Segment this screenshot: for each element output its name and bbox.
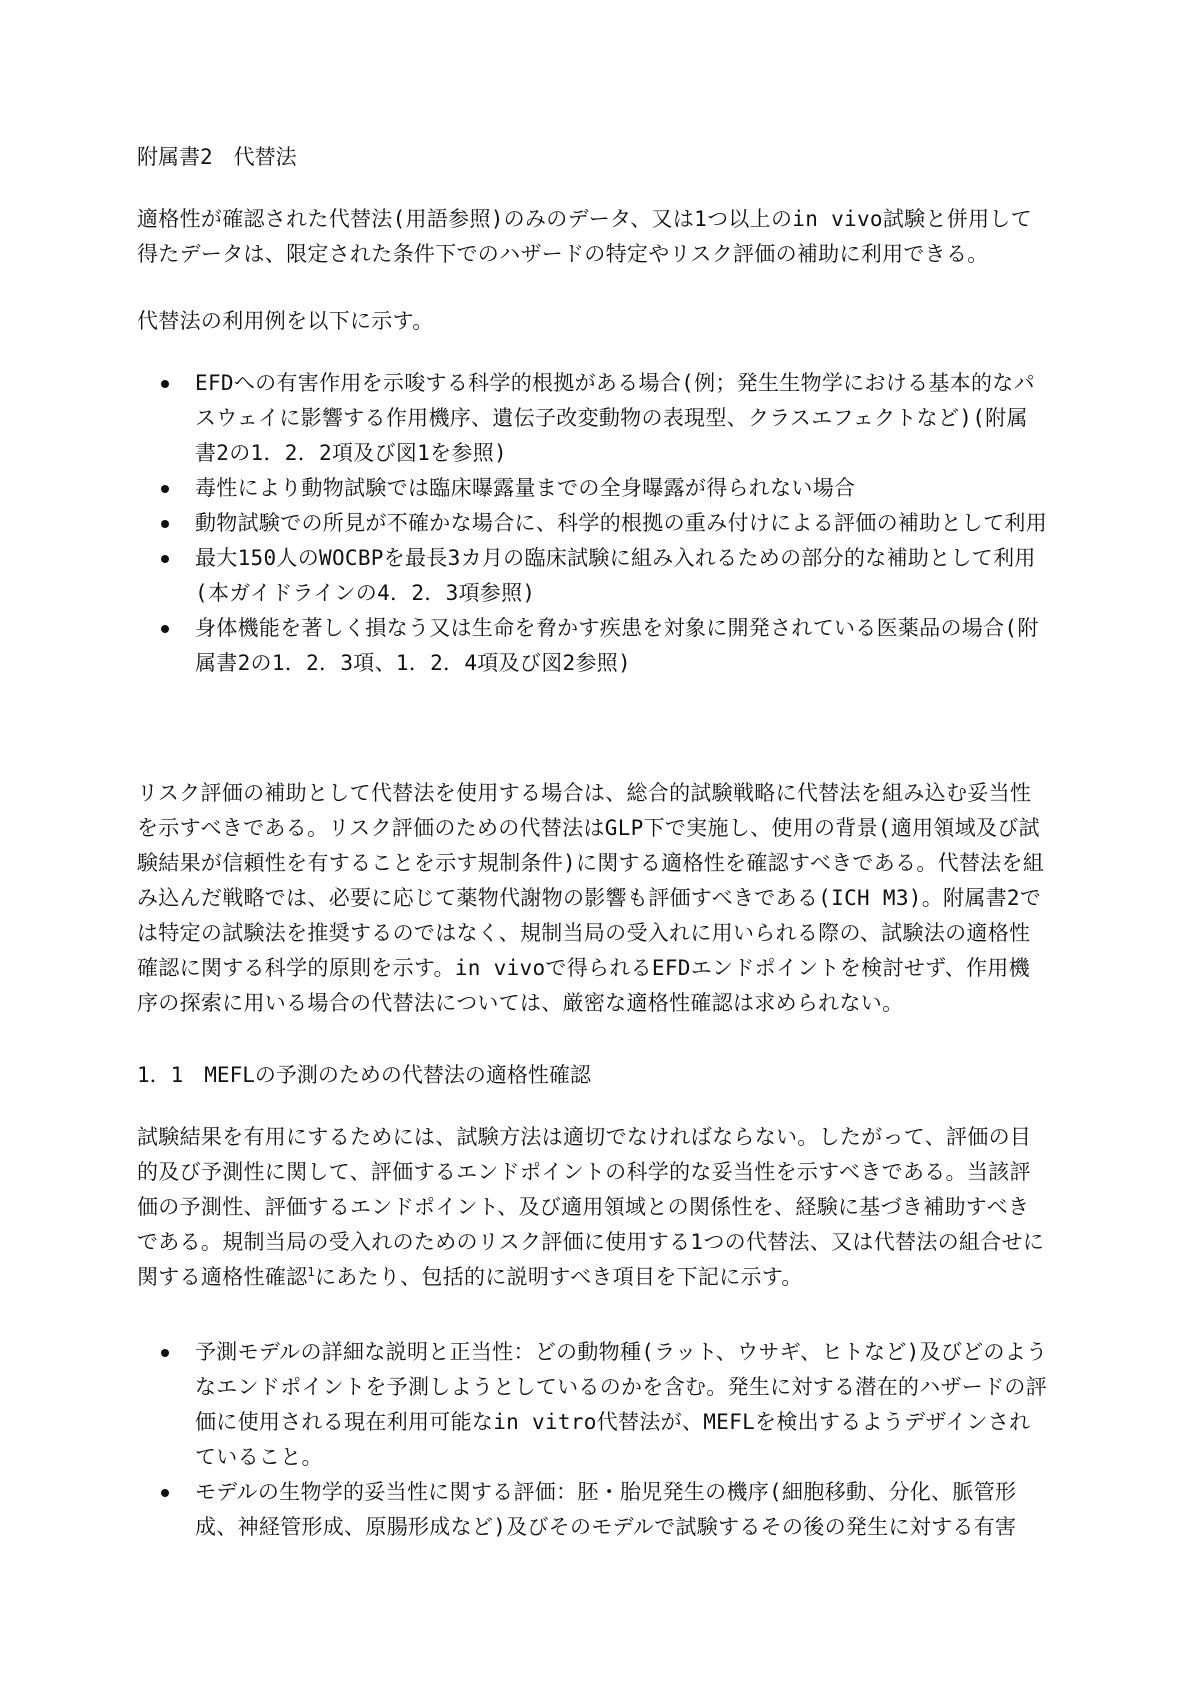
bullet-icon [161, 625, 169, 633]
usage-examples-list [137, 366, 1049, 681]
list-item-text: 予測モデルの詳細な説明と正当性：どの動物種(ラット、ウサギ、ヒトなど)及びどのようなエンドポイントを予測しようとしているのかを含む。発生に対する潜在的ハザードの評価に使用される現在利用可能なin vitro代替法が、MEFLを検出するようデザインされていること。 [195, 1340, 1048, 1469]
list-item [137, 541, 1049, 611]
list-item [137, 366, 1049, 471]
intro-paragraph: 適格性が確認された代替法(用語参照)のみのデータ、又は1つ以上のin vivo試験と併用して得たデータは、限定された条件下でのハザードの特定やリスク評価の補助に利用できる。 [137, 207, 1032, 266]
list-item [137, 1335, 1049, 1475]
bullet-icon [161, 485, 169, 493]
bullet-icon [161, 555, 169, 563]
list-item-text: 身体機能を著しく損なう又は生命を脅かす疾患を対象に開発されている医薬品の場合(附属書2の1．2．3項、1．2．4項及び図2参照) [195, 616, 1039, 675]
examples-intro: 代替法の利用例を以下に示す。 [137, 309, 434, 333]
section-heading: 1．1 MEFLの予測のための代替法の適格性確認 [137, 1063, 591, 1087]
section-paragraph-text-cont: にあたり、包括的に説明すべき項目を下記に示す。 [314, 1265, 803, 1289]
list-item [137, 1475, 1049, 1545]
qualification-items-list [137, 1335, 1049, 1545]
risk-paragraph: リスク評価の補助として代替法を使用する場合は、総合的試験戦略に代替法を組み込む妥当性を示すべきである。リスク評価のための代替法はGLP下で実施し、使用の背景(適用領域及び試験結果が信頼性を有することを示す規制条件)に関する適格性を確認すべきである。代替法を組み込んだ戦略では、必要に応じて薬物代謝物の影響も評価すべきである(ICH M3)。附属書2では特定の試験法を推奨するのではなく、規制当局の受入れに用いられる際の、試験法の適格性確認に関する科学的原則を示す。in vivoで得られるEFDエンドポイントを検討せず、作用機序の探索に用いる場合の代替法については、厳密な適格性確認は求められない。 [137, 781, 1045, 1015]
list-item-text: モデルの生物学的妥当性に関する評価：胚・胎児発生の機序(細胞移動、分化、脈管形成、神経管形成、原腸形成など)及びそのモデルで試験するその後の発生に対する有害 [195, 1480, 1017, 1539]
list-item-text: 動物試験での所見が不確かな場合に、科学的根拠の重み付けによる評価の補助として利用 [195, 511, 1047, 535]
bullet-icon [161, 520, 169, 528]
bullet-icon [161, 1349, 169, 1357]
annex-title: 附属書2 代替法 [137, 145, 297, 169]
section-paragraph [137, 1120, 1049, 1295]
footnote-ref: 1 [307, 1265, 315, 1279]
list-item [137, 506, 1049, 541]
section-paragraph-text: 試験結果を有用にするためには、試験方法は適切でなければならない。したがって、評価の目的及び予測性に関して、評価するエンドポイントの科学的な妥当性を示すべきである。当該評価の予測性、評価するエンドポイント、及び適用領域との関係性を、経験に基づき補助すべきである。規制当局の受入れのためのリスク評価に使用する1つの代替法、又は代替法の組合せに関する適格性確認 [137, 1125, 1045, 1289]
bullet-icon [161, 1489, 169, 1497]
list-item-text: 毒性により動物試験では臨床曝露量までの全身曝露が得られない場合 [195, 476, 856, 500]
list-item-text: 最大150人のWOCBPを最長3カ月の臨床試験に組み入れるための部分的な補助として利用(本ガイドラインの4．2．3項参照) [195, 546, 1036, 605]
list-item [137, 471, 1049, 506]
list-item [137, 611, 1049, 681]
list-item-text: EFDへの有害作用を示唆する科学的根拠がある場合(例；発生生物学における基本的なパスウェイに影響する作用機序、遺伝子改変動物の表現型、クラスエフェクトなど)(附属書2の1．2．2項及び図1を参照) [195, 371, 1035, 465]
bullet-icon [161, 380, 169, 388]
